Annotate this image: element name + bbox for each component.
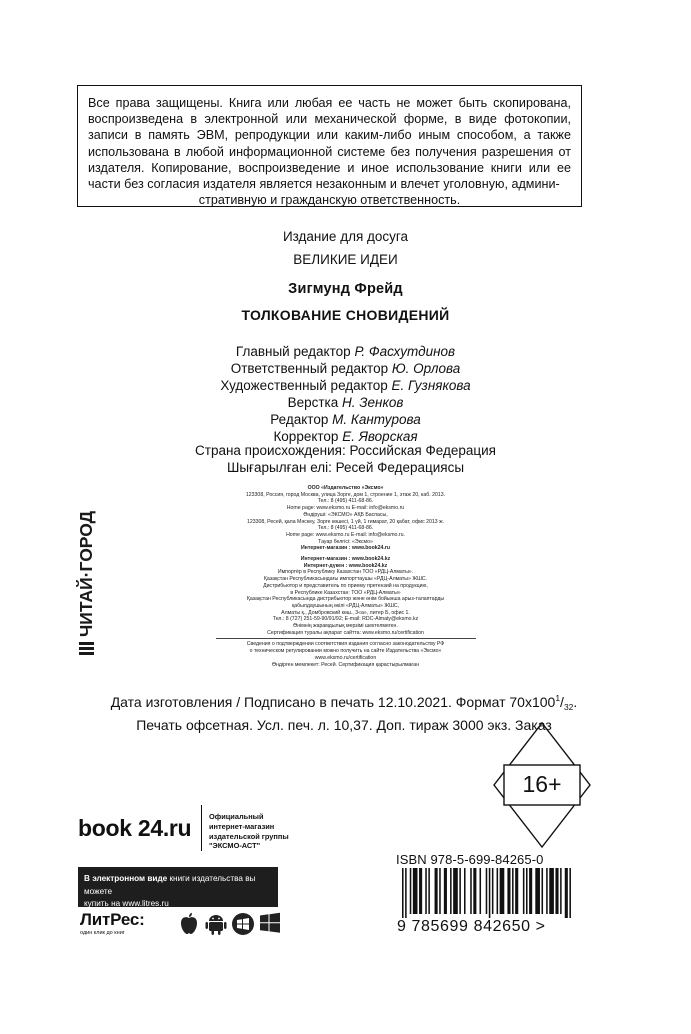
publisher-line: Home page: www.eksmo.ru E-mail: info@eksmo.ru bbox=[286, 505, 405, 512]
print-info-line-1: Дата изготовления / Подписано в печать 12.10.2021. Формат $70x100^1/_{32}$. bbox=[110, 693, 578, 712]
publisher-line: Тел.: 8 (727) 251-59-90/91/92; E-mail: RDC-Almaty@eksmo.kz bbox=[272, 616, 419, 623]
series-line-2: ВЕЛИКИЕ ИДЕИ bbox=[293, 252, 398, 267]
publisher-line: Home page: www.eksmo.ru E-mail: info@eksmo.ru. bbox=[286, 531, 405, 538]
rights-notice-last-line: стративную и гражданскую ответственность. bbox=[198, 193, 461, 208]
windows-phone-icon bbox=[231, 912, 255, 936]
publisher-line: Қазақстан Республикасындағы импорттаушы «РДЦ-Алматы» ЖШС. bbox=[263, 576, 428, 583]
author-name: Зигмунд Фрейд bbox=[288, 281, 403, 297]
book-title: ТОЛКОВАНИЕ СНОВИДЕНИЙ bbox=[241, 307, 450, 323]
divider bbox=[216, 638, 476, 639]
barcode-icon bbox=[396, 868, 576, 918]
publisher-line: Тел.: 8 (495) 411-68-86. bbox=[317, 498, 374, 505]
publisher-line: Интернет-дүкен : www.book24.kz bbox=[303, 562, 388, 569]
publisher-line: қабылдаушының өкілі «РДЦ-Алматы» ЖШС, bbox=[291, 602, 400, 609]
litres-tagline: один клик до книг bbox=[80, 930, 125, 936]
publisher-line: Тауар белгісі: «Эксмо» bbox=[318, 538, 373, 545]
apple-icon bbox=[178, 912, 200, 936]
publisher-line: Өндіруші: «ЭКСМО» АҚБ Баспасы, bbox=[303, 511, 388, 518]
book24-logo: book 24.ru bbox=[78, 815, 192, 841]
staff-line: Главный редактор Р. Фасхутдинов bbox=[235, 344, 456, 359]
chitai-gorod-logo: ЧИТАЙ·ГОРОД bbox=[76, 485, 96, 655]
litres-link[interactable]: www.litres.ru bbox=[122, 899, 169, 908]
publisher-line: Тел.: 8 (495) 411-68-86. bbox=[317, 525, 374, 532]
publisher-line: Сертификация туралы ақпарат сайтта: www.eksmo.ru/certification bbox=[267, 629, 424, 636]
publisher-line: Өнімнің жарамдылық мерзімі шектелмеген. bbox=[293, 623, 398, 630]
book24-description: Официальный интернет-магазин издательской группы "ЭКСМО-АСТ" bbox=[209, 812, 289, 851]
series-block bbox=[0, 228, 691, 274]
country-kz: Шығарылған елі: Ресей Федерациясы bbox=[226, 460, 465, 475]
litres-logo: ЛитРес: bbox=[80, 910, 145, 929]
publisher-line: Өндірген мемлекет: Ресей. Сертификация қарастырылмаған bbox=[271, 661, 420, 668]
print-info-line-2: Печать офсетная. Усл. печ. л. 10,37. Доп. тираж 3000 экз. Заказ bbox=[136, 716, 552, 733]
publisher-line: Интернет-магазин : www.book24.ru bbox=[300, 545, 391, 552]
country-of-origin bbox=[0, 442, 691, 476]
publisher-line: 123308, Ресей, қала Мәскеу, Зорге көшесі, 1 үй, 1 ғимарат, 20 қабат, офис 2013 ж. bbox=[246, 518, 445, 525]
staff-line: Верстка Н. Зенков bbox=[287, 395, 404, 410]
age-rating: 16+ bbox=[522, 771, 562, 797]
windows-icon bbox=[259, 912, 281, 934]
publisher-line: www.eksmo.ru/certification bbox=[314, 654, 377, 661]
publisher-line: 123308, Россия, город Москва, улица Зорге, дом 1, строение 1, этаж 20, каб. 2013. bbox=[245, 491, 446, 498]
isbn: ISBN 978-5-699-84265-0 bbox=[396, 852, 544, 867]
logo-bars-icon bbox=[79, 642, 94, 655]
publisher-line: Дистрибьютор и представитель по приему претензий на продукцию, bbox=[263, 582, 428, 589]
editorial-staff bbox=[0, 343, 691, 445]
ebook-promo-banner: В электронном виде книги издательства вы можете купить на www.litres.ru bbox=[78, 867, 278, 907]
divider bbox=[201, 805, 202, 851]
staff-line: Художественный редактор Е. Гузнякова bbox=[220, 378, 471, 393]
android-icon bbox=[205, 912, 227, 936]
publisher-line: Сведения о подтверждении соответствия издания согласно законодательству РФ bbox=[246, 641, 445, 648]
staff-line: Корректор Е. Яворская bbox=[273, 429, 418, 444]
publisher-line: ООО «Издательство «Эксмо» bbox=[307, 485, 384, 491]
barcode-digits: 9 785699 842650 > bbox=[397, 918, 546, 935]
publisher-line: Қазақстан Республикасында дистрибьютор және өнім бойынша арыз-талаптарды bbox=[246, 596, 445, 603]
rights-notice-text: Все права защищены. Книга или любая ее часть не может быть скопирована, воспроизведена в электронной или механической форме, в виде фотокопии, записи в память ЭВМ, репродукции или каким-либо иным способом, а также использована в любой информационной системе без получения разрешения от издателя. Копирование, воспроизведение и иное использование книги или ее части без согласия издателя является незаконным и влечет уголовную, админи- bbox=[88, 96, 571, 192]
staff-line: Ответственный редактор Ю. Орлова bbox=[230, 361, 461, 376]
publisher-line: Интернет-магазин : www.book24.kz bbox=[300, 556, 391, 563]
publisher-line: о техническом регулировании можно получить на сайте Издательства «Эксмо» bbox=[249, 648, 442, 655]
staff-line: Редактор М. Кантурова bbox=[270, 412, 421, 427]
publisher-line: Импортёр в Республику Казахстан ТОО «РДЦ-Алматы». bbox=[277, 569, 414, 576]
publisher-info bbox=[0, 485, 691, 668]
rights-notice bbox=[77, 85, 582, 207]
publisher-line: Алматы қ., Домбровский көш., 3«а», литер Б, офис 1. bbox=[281, 609, 410, 616]
publisher-line: в Республике Казахстан: ТОО «РДЦ-Алматы» bbox=[290, 589, 401, 596]
series-line-1: Издание для досуга bbox=[282, 229, 409, 244]
country-ru: Страна происхождения: Российская Федерация bbox=[195, 443, 496, 458]
